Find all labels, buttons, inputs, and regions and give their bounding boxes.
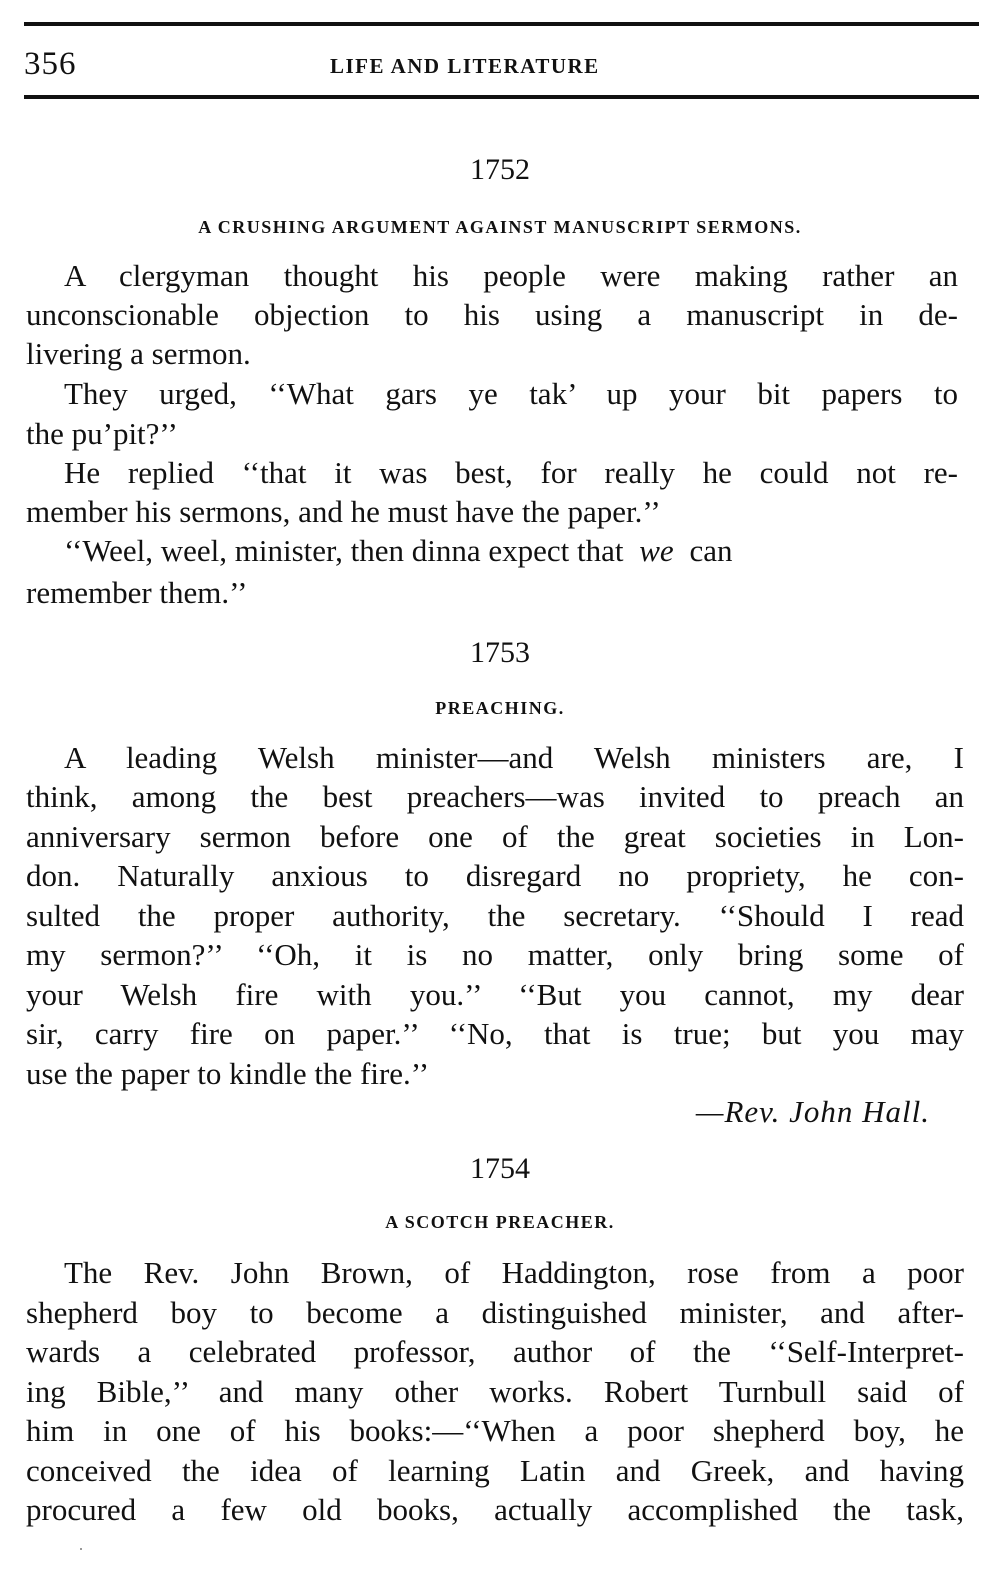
text-line: the pu’pit?’’ [26, 416, 178, 451]
entry-title-1753: PREACHING. [435, 698, 565, 718]
text-line: The Rev. John Brown, of Haddington, rose from a poor [64, 1255, 964, 1290]
text-line: sulted the proper authority, the secretary. ‘‘Should I read [26, 898, 964, 933]
entry-number-1753: 1753 [470, 636, 530, 669]
attribution: —Rev. John Hall. [695, 1094, 930, 1129]
text-line: think, among the best preachers—was invited to preach an [26, 779, 964, 814]
text-line: my sermon?’’ ‘‘Oh, it is no matter, only bring some of [26, 937, 964, 972]
text-line: wards a celebrated professor, author of the ‘‘Self-Interpret- [26, 1334, 964, 1369]
text-line: your Welsh fire with you.’’ ‘‘But you cannot, my dear [26, 977, 964, 1012]
page-number: 356 [24, 46, 77, 82]
header-bottom-rule [24, 95, 979, 99]
entry-title-1754: A SCOTCH PREACHER. [385, 1212, 615, 1232]
text-line: procured a few old books, actually accomplished the task, [26, 1492, 964, 1527]
scan-speck [80, 1548, 82, 1550]
entry-number-1752: 1752 [470, 153, 530, 186]
entry-number-1754: 1754 [470, 1152, 530, 1185]
text-line: remember them.’’ [26, 575, 248, 610]
text-line: shepherd boy to become a distinguished minister, and after- [26, 1295, 964, 1330]
text-line: conceived the idea of learning Latin and Greek, and having [26, 1453, 964, 1488]
text-line: member his sermons, and he must have the paper.’’ [26, 494, 661, 529]
text-line: They urged, ‘‘What gars ye tak’ up your bit papers to [64, 376, 958, 411]
text-line: use the paper to kindle the fire.’’ [26, 1056, 430, 1091]
text-line: ‘‘Weel, weel, minister, then dinna expect that we can [64, 533, 733, 568]
italic-word: we [639, 533, 674, 568]
text-line: sir, carry fire on paper.’’ ‘‘No, that is true; but you may [26, 1016, 964, 1051]
text-line: livering a sermon. [26, 336, 251, 371]
text-line: anniversary sermon before one of the great societies in Lon- [26, 819, 964, 854]
entry-title-1752: A CRUSHING ARGUMENT AGAINST MANUSCRIPT SERMONS. [198, 217, 802, 237]
header-top-rule [24, 22, 979, 26]
text-line: A leading Welsh minister—and Welsh ministers are, I [64, 740, 964, 775]
text-line: don. Naturally anxious to disregard no propriety, he con- [26, 858, 964, 893]
text-line: ing Bible,’’ and many other works. Robert Turnbull said of [26, 1374, 964, 1409]
text-line: him in one of his books:—‘‘When a poor shepherd boy, he [26, 1413, 964, 1448]
text-line: He replied ‘‘that it was best, for really he could not re- [64, 455, 958, 490]
text-line: unconscionable objection to his using a manuscript in de- [26, 297, 958, 332]
running-head: LIFE AND LITERATURE [330, 54, 600, 78]
text-line: A clergyman thought his people were making rather an [64, 258, 958, 293]
